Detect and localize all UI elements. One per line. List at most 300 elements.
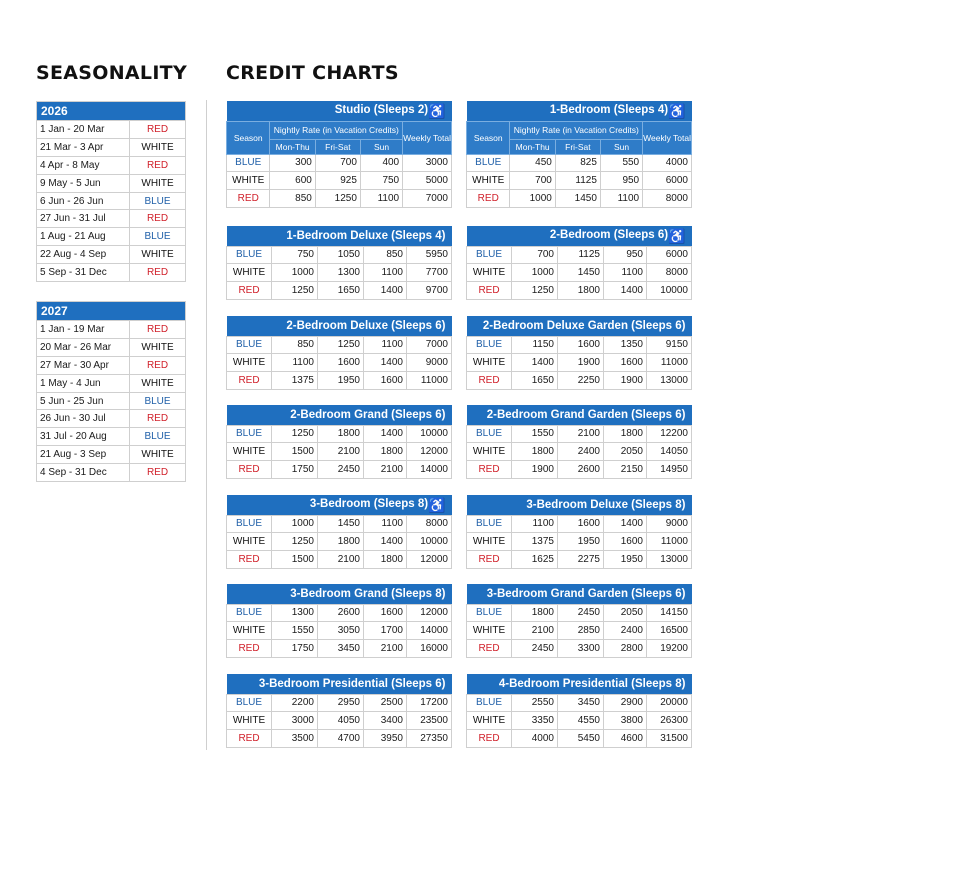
season-label: RED: [467, 730, 512, 748]
weekly-total-credits: 14950: [647, 461, 692, 479]
rate-row: [467, 712, 692, 730]
mon-thu-credits: 1550: [272, 622, 318, 640]
table-title: 2-Bedroom Deluxe Garden (Sleeps 6): [482, 319, 686, 332]
column-divider: [206, 100, 207, 750]
season-label: RED: [467, 372, 512, 390]
table-title-row: [467, 584, 692, 604]
fri-sat-credits: 4700: [318, 730, 364, 748]
rate-row: [467, 640, 692, 658]
table-header-row: [227, 121, 452, 139]
sun-credits: 1400: [364, 533, 407, 551]
table-title-cell: [467, 674, 692, 694]
mon-thu-credits: 2100: [512, 622, 558, 640]
fri-sat-credits: 1250: [315, 190, 360, 208]
season-row: [37, 228, 186, 246]
rate-row: [227, 604, 452, 622]
weekly-total-credits: 11000: [647, 354, 692, 372]
date-range: 5 Sep - 31 Dec: [37, 264, 130, 282]
date-range: 31 Jul - 20 Aug: [37, 428, 130, 446]
sun-credits: 2050: [604, 604, 647, 622]
season-label: WHITE: [227, 712, 272, 730]
weekly-total-credits: 14050: [647, 443, 692, 461]
weekly-total-credits: 9000: [647, 515, 692, 533]
season-table-2027: [36, 301, 186, 482]
mon-thu-credits: 1000: [510, 190, 555, 208]
season-label: WHITE: [467, 622, 512, 640]
sun-credits: 1100: [364, 264, 407, 282]
fri-sat-credits: 2450: [318, 461, 364, 479]
sun-credits: 1100: [364, 515, 407, 533]
season-label: BLUE: [130, 192, 186, 210]
header-sun: Sun: [600, 139, 642, 154]
rate-row: [467, 694, 692, 712]
weekly-total-credits: 17200: [407, 694, 452, 712]
sun-credits: 1350: [604, 336, 647, 354]
weekly-total-credits: 9000: [407, 354, 452, 372]
credit-table: [466, 495, 692, 569]
mon-thu-credits: 700: [512, 246, 558, 264]
season-row: [37, 138, 186, 156]
fri-sat-credits: 1800: [558, 282, 604, 300]
season-label: WHITE: [130, 374, 186, 392]
weekly-total-credits: 8000: [407, 515, 452, 533]
credit-table: [466, 101, 692, 208]
rate-row: [227, 246, 452, 264]
season-label: WHITE: [227, 533, 272, 551]
season-table-2026: [36, 101, 186, 282]
weekly-total-credits: 5000: [403, 172, 452, 190]
table-title-cell: [467, 226, 692, 246]
date-range: 9 May - 5 Jun: [37, 174, 130, 192]
table-title-cell: [227, 674, 452, 694]
weekly-total-credits: 5950: [407, 246, 452, 264]
fri-sat-credits: 4550: [558, 712, 604, 730]
sun-credits: 3800: [604, 712, 647, 730]
season-label: BLUE: [130, 428, 186, 446]
sun-credits: 1100: [364, 336, 407, 354]
fri-sat-credits: 825: [555, 154, 600, 172]
season-row: [37, 246, 186, 264]
credit-table: [226, 101, 452, 208]
mon-thu-credits: 3350: [512, 712, 558, 730]
season-year: 2027: [37, 302, 186, 321]
sun-credits: 2050: [604, 443, 647, 461]
credit-table: [226, 584, 452, 658]
season-label: BLUE: [467, 694, 512, 712]
fri-sat-credits: 1300: [318, 264, 364, 282]
mon-thu-credits: 1000: [272, 515, 318, 533]
table-title-cell: [227, 101, 452, 121]
season-label: BLUE: [227, 604, 272, 622]
weekly-total-credits: 7700: [407, 264, 452, 282]
season-label: BLUE: [227, 246, 272, 264]
table-title-cell: [467, 405, 692, 425]
fri-sat-credits: 2100: [318, 443, 364, 461]
sun-credits: 1400: [604, 515, 647, 533]
table-title-row: [227, 405, 452, 425]
sun-credits: 1400: [604, 282, 647, 300]
header-nightly-rate: Nightly Rate (in Vacation Credits): [510, 121, 643, 139]
mon-thu-credits: 2550: [512, 694, 558, 712]
season-label: RED: [130, 210, 186, 228]
fri-sat-credits: 4050: [318, 712, 364, 730]
mon-thu-credits: 1375: [272, 372, 318, 390]
table-title-row: [227, 101, 452, 121]
fri-sat-credits: 1600: [318, 354, 364, 372]
weekly-total-credits: 6000: [643, 172, 692, 190]
rate-row: [227, 282, 452, 300]
credit-charts-heading: CREDIT CHARTS: [226, 62, 399, 84]
wheelchair-icon: ♿: [428, 102, 446, 119]
sun-credits: 1100: [604, 264, 647, 282]
header-fri-sat: Fri-Sat: [315, 139, 360, 154]
sun-credits: 1950: [604, 551, 647, 569]
rate-row: [227, 336, 452, 354]
rate-row: [227, 640, 452, 658]
credit-table: [466, 226, 692, 300]
sun-credits: 1600: [604, 354, 647, 372]
season-label: BLUE: [227, 694, 272, 712]
weekly-total-credits: 9150: [647, 336, 692, 354]
rate-row: [227, 443, 452, 461]
credit-table: [226, 405, 452, 479]
sun-credits: 1900: [604, 372, 647, 390]
mon-thu-credits: 1625: [512, 551, 558, 569]
mon-thu-credits: 1250: [272, 282, 318, 300]
season-row: [37, 121, 186, 139]
season-row: [37, 464, 186, 482]
fri-sat-credits: 2450: [558, 604, 604, 622]
credit-table: [466, 316, 692, 390]
mon-thu-credits: 1000: [512, 264, 558, 282]
date-range: 21 Mar - 3 Apr: [37, 138, 130, 156]
date-range: 27 Mar - 30 Apr: [37, 356, 130, 374]
season-row: [37, 321, 186, 339]
weekly-total-credits: 12000: [407, 551, 452, 569]
table-title-row: [467, 495, 692, 515]
season-label: WHITE: [130, 138, 186, 156]
season-label: RED: [227, 730, 272, 748]
season-row: [37, 156, 186, 174]
weekly-total-credits: 10000: [647, 282, 692, 300]
fri-sat-credits: 2100: [318, 551, 364, 569]
table-title-row: [467, 674, 692, 694]
table-title-cell: [227, 226, 452, 246]
fri-sat-credits: 1900: [558, 354, 604, 372]
rate-row: [227, 425, 452, 443]
fri-sat-credits: 1050: [318, 246, 364, 264]
season-label: WHITE: [130, 246, 186, 264]
mon-thu-credits: 1750: [272, 461, 318, 479]
rate-row: [227, 533, 452, 551]
table-title: 2-Bedroom Grand Garden (Sleeps 6): [486, 408, 686, 421]
fri-sat-credits: 1125: [558, 246, 604, 264]
mon-thu-credits: 1100: [272, 354, 318, 372]
weekly-total-credits: 16000: [407, 640, 452, 658]
table-title: 3-Bedroom Deluxe (Sleeps 8): [526, 498, 686, 511]
fri-sat-credits: 1950: [318, 372, 364, 390]
sun-credits: 1700: [364, 622, 407, 640]
date-range: 1 May - 4 Jun: [37, 374, 130, 392]
rate-row: [467, 443, 692, 461]
rate-row: [467, 515, 692, 533]
rate-row: [227, 515, 452, 533]
season-label: WHITE: [467, 172, 510, 190]
fri-sat-credits: 3050: [318, 622, 364, 640]
season-label: WHITE: [227, 172, 270, 190]
sun-credits: 750: [360, 172, 402, 190]
sun-credits: 2900: [604, 694, 647, 712]
season-label: BLUE: [227, 515, 272, 533]
season-label: WHITE: [130, 338, 186, 356]
table-title: Studio (Sleeps 2): [334, 103, 429, 116]
weekly-total-credits: 27350: [407, 730, 452, 748]
table-title-row: [227, 584, 452, 604]
mon-thu-credits: 1000: [272, 264, 318, 282]
season-label: RED: [130, 264, 186, 282]
mon-thu-credits: 1150: [512, 336, 558, 354]
fri-sat-credits: 1125: [555, 172, 600, 190]
weekly-total-credits: 8000: [643, 190, 692, 208]
rate-row: [467, 154, 692, 172]
weekly-total-credits: 7000: [407, 336, 452, 354]
weekly-total-credits: 19200: [647, 640, 692, 658]
credit-table: [466, 584, 692, 658]
table-title-row: [467, 316, 692, 336]
table-title-cell: [227, 405, 452, 425]
weekly-total-credits: 11000: [647, 533, 692, 551]
credit-table: [226, 316, 452, 390]
season-label: RED: [130, 121, 186, 139]
fri-sat-credits: 1250: [318, 336, 364, 354]
fri-sat-credits: 1600: [558, 336, 604, 354]
table-title: 4-Bedroom Presidential (Sleeps 8): [498, 677, 686, 690]
fri-sat-credits: 2400: [558, 443, 604, 461]
sun-credits: 1600: [604, 533, 647, 551]
season-label: BLUE: [467, 336, 512, 354]
weekly-total-credits: 13000: [647, 372, 692, 390]
mon-thu-credits: 850: [272, 336, 318, 354]
rate-row: [227, 354, 452, 372]
table-title-cell: [467, 316, 692, 336]
mon-thu-credits: 3500: [272, 730, 318, 748]
fri-sat-credits: 1800: [318, 425, 364, 443]
mon-thu-credits: 4000: [512, 730, 558, 748]
fri-sat-credits: 925: [315, 172, 360, 190]
weekly-total-credits: 31500: [647, 730, 692, 748]
rate-row: [467, 372, 692, 390]
sun-credits: 850: [364, 246, 407, 264]
rate-row: [467, 172, 692, 190]
table-title-cell: [227, 316, 452, 336]
season-label: RED: [130, 410, 186, 428]
sun-credits: 3400: [364, 712, 407, 730]
header-season: Season: [467, 121, 510, 154]
fri-sat-credits: 1450: [555, 190, 600, 208]
mon-thu-credits: 600: [270, 172, 315, 190]
sun-credits: 1100: [360, 190, 402, 208]
mon-thu-credits: 300: [270, 154, 315, 172]
rate-row: [227, 622, 452, 640]
season-label: RED: [467, 640, 512, 658]
date-range: 27 Jun - 31 Jul: [37, 210, 130, 228]
weekly-total-credits: 11000: [407, 372, 452, 390]
table-title: 3-Bedroom Grand Garden (Sleeps 6): [486, 587, 686, 600]
fri-sat-credits: 3300: [558, 640, 604, 658]
season-year: 2026: [37, 102, 186, 121]
wheelchair-icon: ♿: [668, 102, 686, 119]
rate-row: [227, 264, 452, 282]
season-label: WHITE: [227, 443, 272, 461]
weekly-total-credits: 20000: [647, 694, 692, 712]
wheelchair-icon: ♿: [428, 496, 446, 513]
table-title: 2-Bedroom (Sleeps 6): [549, 228, 669, 241]
header-mon-thu: Mon-Thu: [510, 139, 555, 154]
table-title-cell: [227, 584, 452, 604]
season-label: RED: [467, 190, 510, 208]
season-row: [37, 338, 186, 356]
sun-credits: 1400: [364, 354, 407, 372]
table-header-row: [467, 121, 692, 139]
season-label: WHITE: [227, 264, 272, 282]
fri-sat-credits: 3450: [558, 694, 604, 712]
sun-credits: 3950: [364, 730, 407, 748]
season-label: WHITE: [130, 174, 186, 192]
table-title-row: [467, 226, 692, 246]
table-title: 1-Bedroom Deluxe (Sleeps 4): [286, 229, 446, 242]
season-label: RED: [130, 321, 186, 339]
fri-sat-credits: 3450: [318, 640, 364, 658]
sun-credits: 1100: [600, 190, 642, 208]
season-row: [37, 174, 186, 192]
rate-row: [467, 551, 692, 569]
fri-sat-credits: 1450: [558, 264, 604, 282]
fri-sat-credits: 5450: [558, 730, 604, 748]
rate-row: [467, 622, 692, 640]
weekly-total-credits: 4000: [643, 154, 692, 172]
credit-table: [466, 674, 692, 748]
rate-row: [467, 336, 692, 354]
sun-credits: 1800: [364, 551, 407, 569]
weekly-total-credits: 7000: [403, 190, 452, 208]
weekly-total-credits: 10000: [407, 533, 452, 551]
weekly-total-credits: 12200: [647, 425, 692, 443]
date-range: 21 Aug - 3 Sep: [37, 446, 130, 464]
header-weekly-total: Weekly Total: [403, 121, 452, 154]
mon-thu-credits: 1900: [512, 461, 558, 479]
table-title: 3-Bedroom (Sleeps 8): [309, 497, 429, 510]
table-title-row: [467, 405, 692, 425]
date-range: 4 Apr - 8 May: [37, 156, 130, 174]
table-title-cell: [467, 584, 692, 604]
header-nightly-rate: Nightly Rate (in Vacation Credits): [270, 121, 403, 139]
table-title: 1-Bedroom (Sleeps 4): [549, 103, 669, 116]
sun-credits: 1800: [364, 443, 407, 461]
sun-credits: 2800: [604, 640, 647, 658]
season-label: RED: [467, 551, 512, 569]
rate-row: [467, 354, 692, 372]
date-range: 1 Jan - 19 Mar: [37, 321, 130, 339]
table-title-row: [227, 226, 452, 246]
header-season: Season: [227, 121, 270, 154]
fri-sat-credits: 2950: [318, 694, 364, 712]
wheelchair-icon: ♿: [668, 227, 686, 244]
mon-thu-credits: 2450: [512, 640, 558, 658]
weekly-total-credits: 14000: [407, 622, 452, 640]
table-title-row: [227, 316, 452, 336]
sun-credits: 2500: [364, 694, 407, 712]
fri-sat-credits: 1450: [318, 515, 364, 533]
rate-row: [467, 604, 692, 622]
date-range: 1 Jan - 20 Mar: [37, 121, 130, 139]
season-label: RED: [227, 551, 272, 569]
season-row: [37, 392, 186, 410]
mon-thu-credits: 1800: [512, 604, 558, 622]
season-label: BLUE: [467, 515, 512, 533]
season-label: RED: [467, 461, 512, 479]
date-range: 5 Jun - 25 Jun: [37, 392, 130, 410]
weekly-total-credits: 3000: [403, 154, 452, 172]
mon-thu-credits: 850: [270, 190, 315, 208]
sun-credits: 400: [360, 154, 402, 172]
rate-row: [467, 730, 692, 748]
fri-sat-credits: 1950: [558, 533, 604, 551]
table-title: 3-Bedroom Grand (Sleeps 8): [290, 587, 446, 600]
mon-thu-credits: 1250: [272, 425, 318, 443]
weekly-total-credits: 23500: [407, 712, 452, 730]
weekly-total-credits: 12000: [407, 604, 452, 622]
sun-credits: 1800: [604, 425, 647, 443]
season-label: WHITE: [227, 622, 272, 640]
season-label: RED: [227, 461, 272, 479]
rate-row: [467, 190, 692, 208]
sun-credits: 2100: [364, 640, 407, 658]
season-row: [37, 428, 186, 446]
table-title: 2-Bedroom Deluxe (Sleeps 6): [286, 319, 446, 332]
date-range: 26 Jun - 30 Jul: [37, 410, 130, 428]
fri-sat-credits: 2600: [318, 604, 364, 622]
rate-row: [467, 425, 692, 443]
rate-row: [227, 372, 452, 390]
weekly-total-credits: 13000: [647, 551, 692, 569]
season-row: [37, 210, 186, 228]
mon-thu-credits: 1100: [512, 515, 558, 533]
season-label: WHITE: [467, 712, 512, 730]
fri-sat-credits: 2600: [558, 461, 604, 479]
season-label: WHITE: [467, 264, 512, 282]
date-range: 22 Aug - 4 Sep: [37, 246, 130, 264]
fri-sat-credits: 1800: [318, 533, 364, 551]
rate-row: [227, 154, 452, 172]
rate-row: [227, 551, 452, 569]
sun-credits: 1600: [364, 372, 407, 390]
sun-credits: 1400: [364, 425, 407, 443]
season-label: BLUE: [467, 154, 510, 172]
season-label: BLUE: [227, 336, 272, 354]
rate-row: [467, 246, 692, 264]
credit-table: [226, 674, 452, 748]
date-range: 1 Aug - 21 Aug: [37, 228, 130, 246]
rate-row: [227, 461, 452, 479]
mon-thu-credits: 1500: [272, 551, 318, 569]
rate-row: [227, 172, 452, 190]
table-title-cell: [227, 495, 452, 515]
sun-credits: 4600: [604, 730, 647, 748]
mon-thu-credits: 1650: [512, 372, 558, 390]
table-title: 3-Bedroom Presidential (Sleeps 6): [258, 677, 446, 690]
rate-row: [467, 282, 692, 300]
mon-thu-credits: 1800: [512, 443, 558, 461]
